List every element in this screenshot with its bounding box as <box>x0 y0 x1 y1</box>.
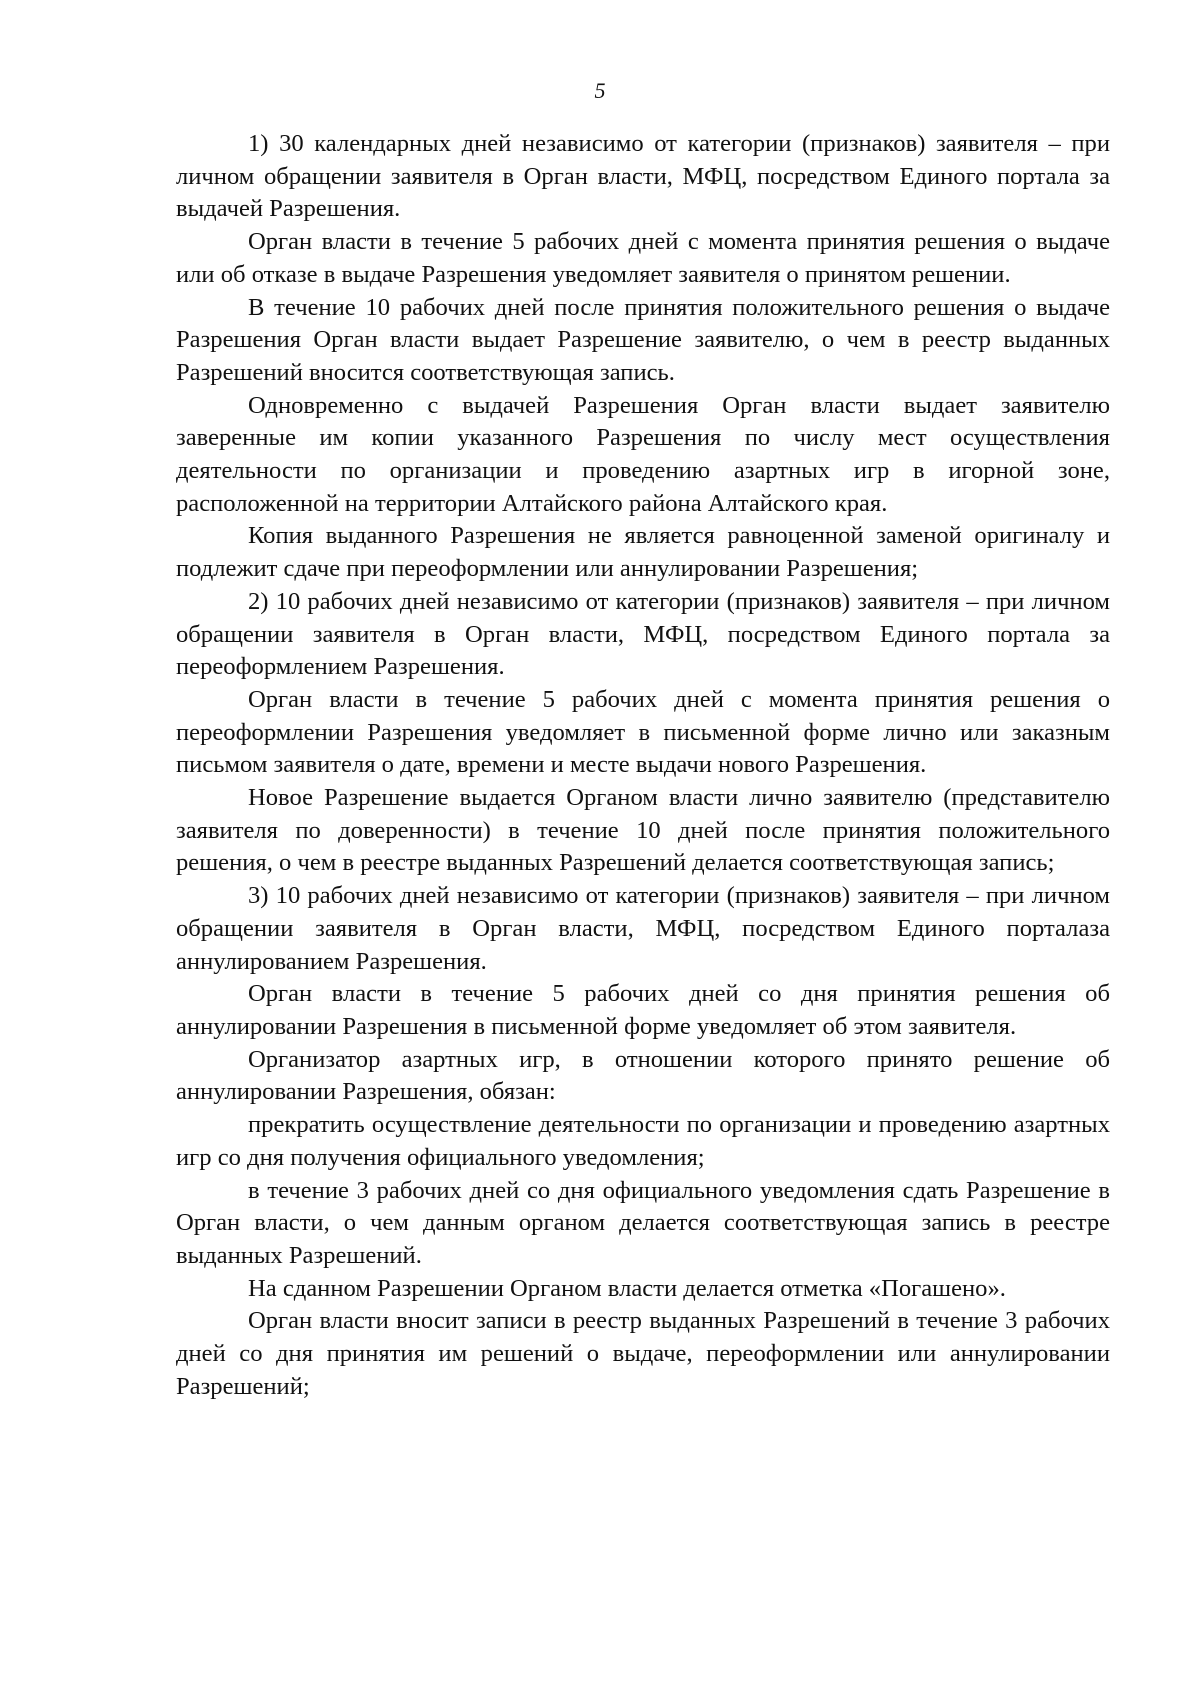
paragraph-10: Орган власти в течение 5 рабочих дней со дня принятия решения об аннулировании Разрешения в письменной форме уведомляет об этом заявителя. <box>176 980 1110 1040</box>
paragraph-15: Орган власти вносит записи в реестр выданных Разрешений в течение 3 рабочих дней со дня принятия им решений о выдаче, переоформлении или аннулировании Разрешений; <box>176 1307 1110 1400</box>
page-number: 5 <box>594 78 606 103</box>
paragraph-3: В течение 10 рабочих дней после принятия положительного решения о выдаче Разрешения Орган власти выдает Разрешение заявителю, о чем в реестр выданных Разрешений вносится соответствующая запись. <box>176 293 1110 386</box>
paragraph-12: прекратить осуществление деятельности по организации и проведению азартных игр со дня получения официального уведомления; <box>176 1111 1110 1171</box>
paragraph-11: Организатор азартных игр, в отношении которого принято решение об аннулировании Разрешения, обязан: <box>176 1045 1110 1106</box>
paragraph-2: Орган власти в течение 5 рабочих дней с момента принятия решения о выдаче или об отказе в выдаче Разрешения уведомляет заявителя о принятом решении. <box>176 228 1110 288</box>
paragraph-4: Одновременно с выдачей Разрешения Орган власти выдает заявителю заверенные им копии указанного Разрешения по числу мест осуществления деятельности по организации и проведению азартных игр в игорной зоне, расположенной на территории Алтайского района Алтайского края. <box>176 391 1110 517</box>
paragraph-6: 2) 10 рабочих дней независимо от категории (признаков) заявителя – при личном обращении заявителя в Орган власти, МФЦ, посредством Единого портала за переоформлением Разрешения. <box>176 587 1110 681</box>
paragraph-5: Копия выданного Разрешения не является равноценной заменой оригиналу и подлежит сдаче при переоформлении или аннулировании Разрешения; <box>176 522 1110 583</box>
paragraph-14: На сданном Разрешении Органом власти делается отметка «Погашено». <box>248 1274 1006 1302</box>
paragraph-8: Новое Разрешение выдается Органом власти лично заявителю (представителю заявителя по доверенности) в течение 10 дней после принятия положительного решения, о чем в реестре выданных Разрешений делается соответствующая запись; <box>176 784 1110 877</box>
paragraph-1: 1) 30 календарных дней независимо от категории (признаков) заявителя – при личном обращении заявителя в Орган власти, МФЦ, посредством Единого портала за выдачей Разрешения. <box>176 130 1110 223</box>
paragraph-9: 3) 10 рабочих дней независимо от категории (признаков) заявителя – при личном обращении заявителя в Орган власти, МФЦ, посредством Единого порталаза аннулированием Разрешения. <box>176 882 1110 975</box>
paragraph-7: Орган власти в течение 5 рабочих дней с момента принятия решения о переоформлении Разрешения уведомляет в письменной форме лично или заказным письмом заявителя о дате, времени и месте выдачи нового Разрешения. <box>176 685 1110 779</box>
document-body <box>176 128 1110 1403</box>
paragraph-13: в течение 3 рабочих дней со дня официального уведомления сдать Разрешение в Орган власти, о чем данным органом делается соответствующая запись в реестре выданных Разрешений. <box>176 1176 1110 1269</box>
